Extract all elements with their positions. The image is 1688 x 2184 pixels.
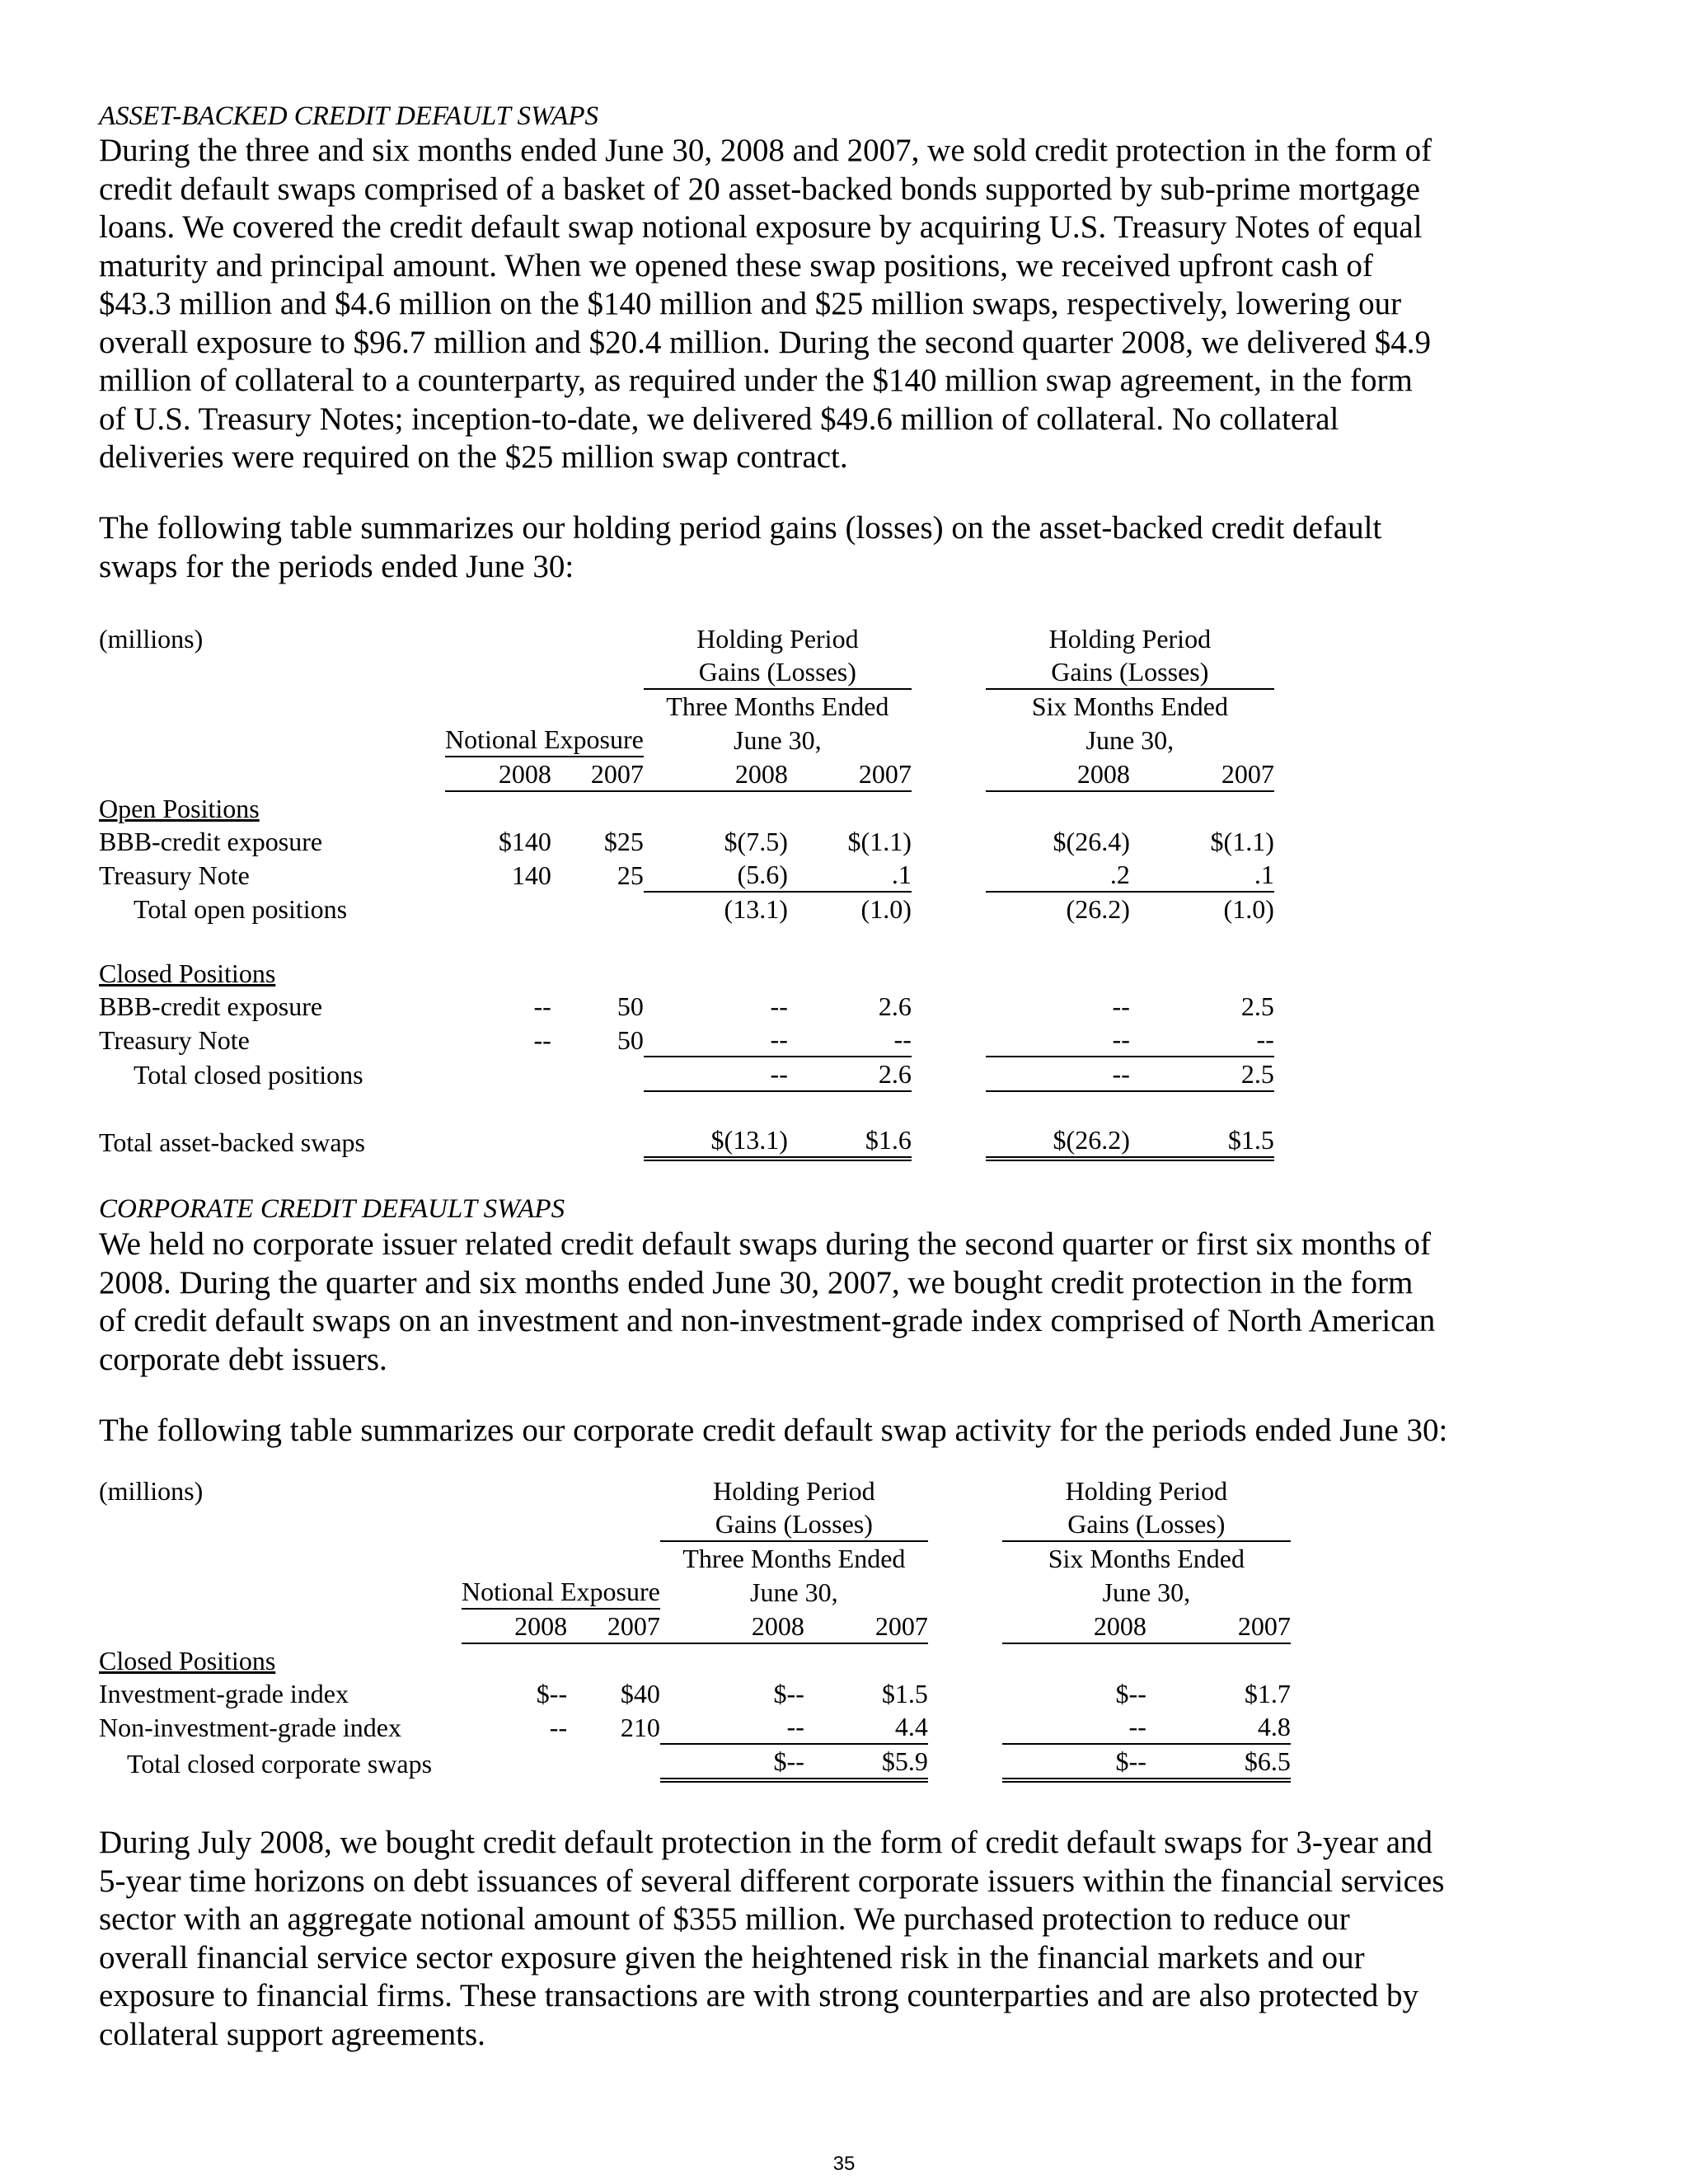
cell: $140: [498, 827, 551, 856]
year-header: 2008: [644, 757, 788, 791]
holding-period-label: Holding Period: [713, 1476, 875, 1506]
cell: $--: [536, 1679, 568, 1708]
paragraph-line: exposure to financial firms. These transactions are with strong counterparties and are also protected by: [99, 1978, 1418, 2013]
six-months-header: Six Months Ended: [1048, 1544, 1245, 1573]
closed-positions-label: Closed Positions: [99, 958, 276, 988]
paragraph-line: 2008. During the quarter and six months ended June 30, 2007, we bought credit protection in the form: [99, 1264, 1414, 1301]
cell: (5.6): [644, 858, 788, 892]
paragraph-line: We held no corporate issuer related credit default swaps during the second quarter or first six months of: [99, 1226, 1431, 1262]
year-header: 2007: [567, 1609, 660, 1643]
cell: 4.4: [804, 1710, 928, 1744]
year-header: 2008: [660, 1609, 804, 1643]
row-label: Total asset-backed swaps: [99, 1127, 365, 1157]
cell: $(1.1): [1210, 827, 1274, 856]
cell: (1.0): [1223, 894, 1274, 924]
cell: $1.7: [1244, 1679, 1291, 1708]
section-heading-asset-backed: ASSET-BACKED CREDIT DEFAULT SWAPS: [99, 101, 599, 131]
table-row: [99, 1123, 1274, 1159]
gains-losses-label: Gains (Losses): [660, 1507, 928, 1541]
cell: $5.9: [804, 1744, 928, 1780]
cell: (1.0): [860, 894, 912, 924]
cell: 2.6: [878, 991, 912, 1021]
row-label: Total closed corporate swaps: [127, 1749, 433, 1779]
holding-period-label: Holding Period: [1065, 1476, 1228, 1506]
cell: $--: [773, 1679, 804, 1708]
cell: (13.1): [724, 894, 788, 924]
asset-backed-table-intro: [99, 509, 1500, 586]
cell: --: [533, 1025, 551, 1055]
asset-backed-swaps-table: [99, 622, 1274, 1161]
paragraph-line: maturity and principal amount. When we opened these swap positions, we received upfront cash of: [99, 247, 1373, 284]
cell: $25: [603, 827, 644, 856]
cell: --: [1130, 1023, 1274, 1057]
corporate-swaps-table: [99, 1474, 1291, 1783]
holding-period-label: Holding Period: [1048, 624, 1212, 654]
paragraph-line: overall financial service sector exposure given the heightened risk in the financial markets and our: [99, 1939, 1365, 1975]
table-row: [99, 990, 1274, 1023]
june30-header: June 30,: [750, 1577, 838, 1607]
year-header: 2008: [986, 757, 1130, 791]
paragraph-line: million of collateral to a counterparty, as required under the $140 million swap agreement, in the form: [99, 363, 1413, 398]
june30-header: June 30,: [734, 725, 822, 755]
cell: 2.5: [1130, 1057, 1274, 1091]
cell: --: [788, 1023, 912, 1057]
year-header: 2008: [1002, 1609, 1146, 1643]
closing-paragraph: [99, 1824, 1500, 2054]
cell: $--: [1115, 1679, 1146, 1708]
row-label: Total closed positions: [134, 1060, 363, 1090]
row-label: Treasury Note: [99, 1025, 250, 1055]
cell: --: [549, 1713, 568, 1742]
table-row: [99, 1023, 1274, 1057]
cell: 210: [620, 1713, 660, 1742]
cell: --: [1112, 991, 1130, 1021]
cell: --: [644, 1057, 788, 1091]
cell: --: [986, 1023, 1130, 1057]
cell: $6.5: [1146, 1744, 1291, 1780]
holding-period-label: Holding Period: [696, 624, 859, 654]
row-label: Total open positions: [134, 894, 348, 924]
cell: $--: [1002, 1744, 1146, 1780]
table-row: [99, 892, 1274, 926]
paragraph-line: During July 2008, we bought credit default protection in the form of credit default swaps for 3-year and: [99, 1825, 1433, 1860]
paragraph-line: loans. We covered the credit default swap notional exposure by acquiring U.S. Treasury Notes of equal: [99, 209, 1423, 245]
cell: .1: [1130, 858, 1274, 892]
page-number: 35: [832, 2153, 856, 2175]
cell: 140: [511, 860, 551, 890]
paragraph-line: sector with an aggregate notional amount of $355 million. We purchased protection to reduce our: [99, 1901, 1350, 1937]
paragraph-line: corporate debt issuers.: [99, 1341, 387, 1377]
three-months-header: Three Months Ended: [682, 1544, 906, 1573]
paragraph-line: swaps for the periods ended June 30:: [99, 548, 574, 584]
corporate-table-intro: [99, 1412, 1500, 1451]
cell: $1.6: [788, 1123, 912, 1159]
cell: 4.8: [1146, 1710, 1291, 1744]
paragraph-line: The following table summarizes our holding period gains (losses) on the asset-backed credit default: [99, 510, 1382, 546]
june30-header: June 30,: [1085, 725, 1175, 755]
open-positions-label: Open Positions: [99, 794, 260, 823]
row-label: Treasury Note: [99, 860, 250, 890]
cell: .2: [986, 858, 1130, 892]
corporate-paragraph: [99, 1226, 1500, 1379]
row-label: Non-investment-grade index: [99, 1713, 401, 1742]
cell: .1: [788, 858, 912, 892]
year-header: 2008: [462, 1609, 567, 1643]
table-row: [99, 1744, 1291, 1780]
year-header: 2007: [804, 1609, 928, 1643]
row-label: Investment-grade index: [99, 1679, 349, 1708]
paragraph-line: credit default swaps comprised of a basket of 20 asset-backed bonds supported by sub-prime mortgage: [99, 171, 1420, 207]
six-months-header: Six Months Ended: [1031, 691, 1228, 721]
table-row: [99, 858, 1274, 892]
gains-losses-label: Gains (Losses): [1002, 1507, 1291, 1541]
cell: $(1.1): [847, 827, 912, 856]
cell: 2.6: [788, 1057, 912, 1091]
units-label: (millions): [99, 624, 204, 654]
notional-exposure-header: Notional Exposure: [462, 1577, 660, 1606]
table-row: [99, 1677, 1291, 1710]
section-heading-corporate: CORPORATE CREDIT DEFAULT SWAPS: [99, 1194, 565, 1224]
paragraph-line: The following table summarizes our corporate credit default swap activity for the periods ended June 30:: [99, 1413, 1448, 1448]
cell: --: [986, 1057, 1130, 1091]
row-label: BBB-credit exposure: [99, 827, 323, 856]
gains-losses-label: Gains (Losses): [644, 655, 912, 689]
cell: --: [660, 1710, 804, 1744]
cell: --: [644, 1023, 788, 1057]
year-header: 2007: [1130, 757, 1274, 791]
cell: --: [533, 991, 551, 1021]
cell: 2.5: [1240, 991, 1274, 1021]
cell: $40: [620, 1679, 660, 1708]
notional-exposure-header: Notional Exposure: [445, 724, 644, 754]
year-header: 2008: [445, 757, 551, 791]
cell: 50: [617, 991, 644, 1021]
cell: $(26.2): [986, 1123, 1130, 1159]
units-label: (millions): [99, 1476, 204, 1506]
cell: (26.2): [1066, 894, 1130, 924]
cell: --: [1002, 1710, 1146, 1744]
three-months-header: Three Months Ended: [666, 691, 889, 721]
cell: $(26.4): [1053, 827, 1130, 856]
paragraph-line: of U.S. Treasury Notes; inception-to-date, we delivered $49.6 million of collateral. No collateral: [99, 401, 1339, 437]
year-header: 2007: [788, 757, 912, 791]
cell: $1.5: [1130, 1123, 1274, 1159]
paragraph-line: During the three and six months ended June 30, 2008 and 2007, we sold credit protection in the form of: [99, 133, 1432, 168]
table-row: [99, 1057, 1274, 1091]
year-header: 2007: [1146, 1609, 1291, 1643]
cell: 50: [617, 1025, 644, 1055]
cell: $--: [660, 1744, 804, 1780]
june30-header: June 30,: [1102, 1577, 1191, 1607]
cell: $(13.1): [644, 1123, 788, 1159]
cell: --: [770, 991, 788, 1021]
paragraph-line: $43.3 million and $4.6 million on the $140 million and $25 million swaps, respectively, lowering our: [99, 286, 1402, 321]
table-row: [99, 825, 1274, 858]
asset-backed-paragraph: [99, 132, 1500, 477]
cell: $1.5: [881, 1679, 928, 1708]
paragraph-line: deliveries were required on the $25 million swap contract.: [99, 439, 848, 475]
closed-positions-label: Closed Positions: [99, 1646, 276, 1675]
paragraph-line: overall exposure to $96.7 million and $20.4 million. During the second quarter 2008, we delivered $4.9: [99, 324, 1431, 360]
paragraph-line: collateral support agreements.: [99, 2016, 485, 2052]
gains-losses-label: Gains (Losses): [986, 655, 1274, 689]
paragraph-line: of credit default swaps on an investment and non-investment-grade index comprised of North American: [99, 1303, 1436, 1338]
cell: $(7.5): [724, 827, 788, 856]
cell: 25: [617, 860, 644, 890]
year-header: 2007: [551, 757, 644, 791]
paragraph-line: 5-year time horizons on debt issuances of several different corporate issuers within the financial services: [99, 1863, 1445, 1899]
table-row: [99, 1710, 1291, 1744]
row-label: BBB-credit exposure: [99, 991, 323, 1021]
